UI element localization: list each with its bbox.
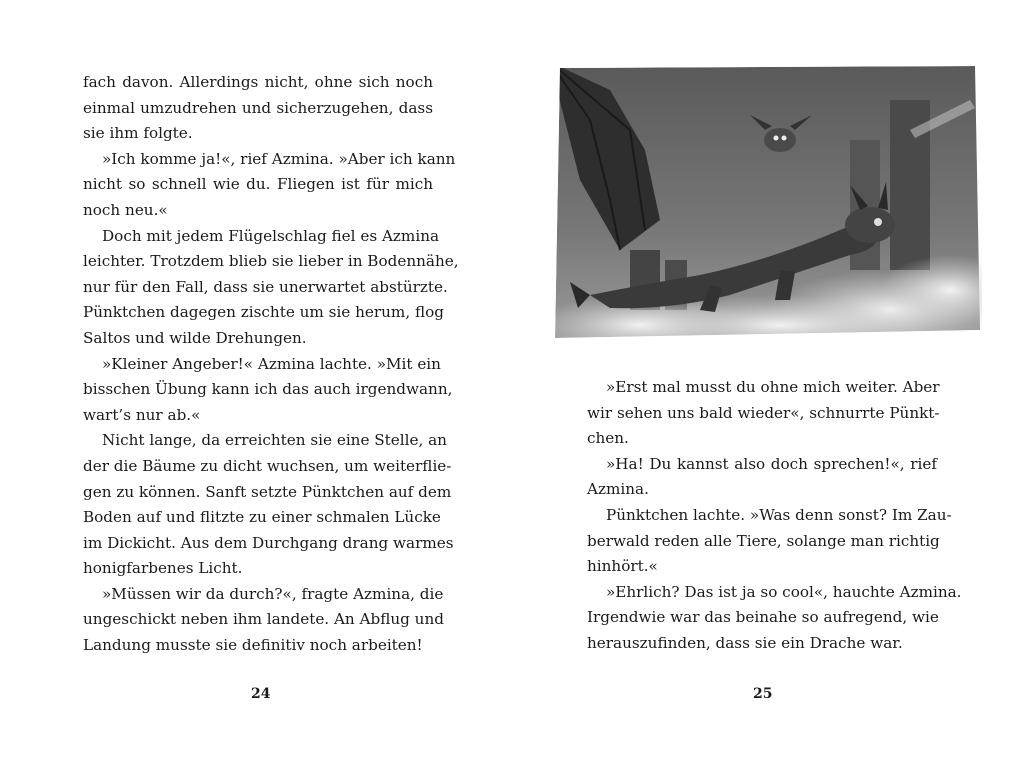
text-line: Pünktchen dagegen zischte um sie herum, flog (83, 303, 444, 322)
text-line: berwald reden alle Tiere, solange man richtig (587, 531, 940, 550)
text-line: wart’s nur ab.« (83, 405, 201, 424)
text-line: honigfarbenes Licht. (83, 559, 243, 578)
text-line: sie ihm folgte. (83, 124, 193, 143)
text-line: fach davon. Allerdings nicht, ohne sich noch (83, 73, 433, 91)
text-line: Landung musste sie definitiv noch arbeiten! (83, 636, 423, 655)
text-line: nicht so schnell wie du. Fliegen ist für mich (83, 175, 433, 194)
text-line: der die Bäume zu dicht wuchsen, um weiterflie- (83, 456, 452, 475)
text-line: ungeschickt neben ihm landete. An Abflug und (83, 610, 444, 629)
right-page (510, 0, 1020, 783)
text-line: bisschen Übung kann ich das auch irgendwann, (83, 380, 453, 399)
text-line: »Ehrlich? Das ist ja so cool«, hauchte Azmina. (606, 582, 962, 601)
text-line: »Ha! Du kannst also doch sprechen!«, rief (606, 454, 937, 473)
page-number: 24 (251, 686, 271, 702)
text-line: Boden auf und flitzte zu einer schmalen Lücke (83, 508, 441, 527)
left-page-text (83, 70, 459, 659)
text-line: herauszufinden, dass sie ein Drache war. (587, 633, 903, 652)
text-line: hinhört.« (587, 557, 658, 576)
text-line: Pünktchen lachte. »Was denn sonst? Im Zau- (606, 505, 952, 524)
dragon-flying-illustration (550, 60, 982, 345)
text-line: noch neu.« (83, 200, 168, 219)
text-line: Saltos und wilde Drehungen. (83, 328, 307, 347)
right-page-text (587, 375, 962, 657)
text-line: chen. (587, 429, 629, 448)
text-line: wir sehen uns bald wieder«, schnurrte Pünkt- (587, 403, 940, 422)
text-line: Nicht lange, da erreichten sie eine Stelle, an (102, 431, 447, 450)
text-line: Irgendwie war das beinahe so aufregend, wie (587, 608, 939, 627)
text-line: im Dickicht. Aus dem Durchgang drang warmes (83, 533, 454, 552)
text-line: »Ich komme ja!«, rief Azmina. »Aber ich kann (102, 149, 456, 168)
text-line: Doch mit jedem Flügelschlag fiel es Azmina (102, 226, 440, 245)
text-line: »Müssen wir da durch?«, fragte Azmina, die (102, 584, 444, 603)
text-line: einmal umzudrehen und sicherzugehen, dass (83, 98, 433, 117)
text-line: nur für den Fall, dass sie unerwartet abstürzte. (83, 277, 448, 296)
text-line: Azmina. (587, 480, 649, 499)
text-line: gen zu können. Sanft setzte Pünktchen auf dem (83, 482, 452, 501)
text-line: »Kleiner Angeber!« Azmina lachte. »Mit ein (102, 354, 441, 373)
text-line: »Erst mal musst du ohne mich weiter. Aber (606, 378, 940, 396)
page-number: 25 (753, 686, 773, 702)
text-line: leichter. Trotzdem blieb sie lieber in Bodennähe, (83, 252, 459, 271)
